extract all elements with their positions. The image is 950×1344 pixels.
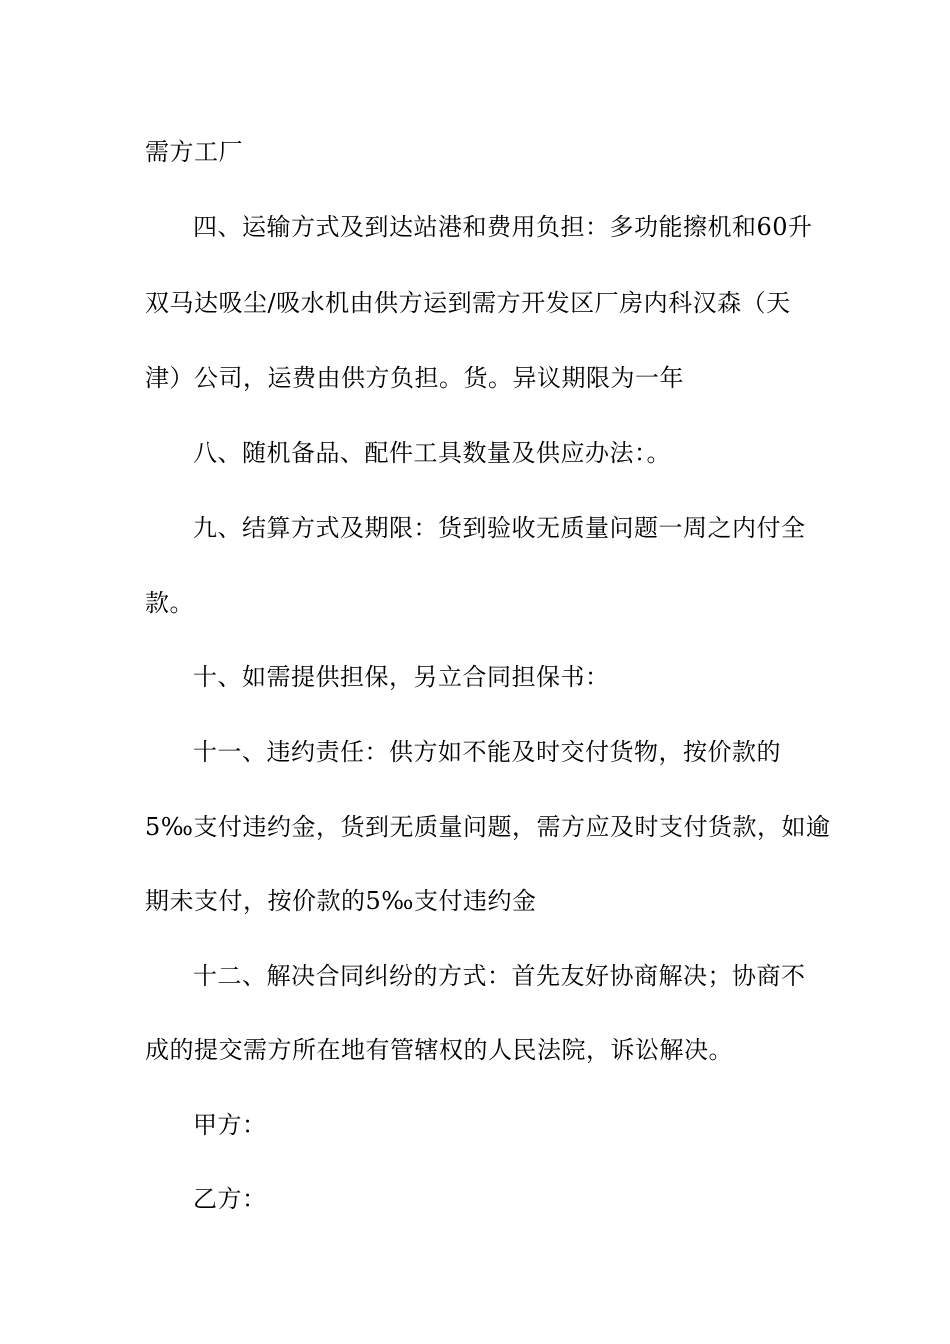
section-four-line-3: 津）公司，运费由供方负担。货。异议期限为一年 (145, 364, 684, 392)
party-b-label: 乙方： (193, 1185, 267, 1213)
section-twelve-line-2: 成的提交需方所在地有管辖权的人民法院，诉讼解决。 (145, 1036, 733, 1064)
section-four-line-1: 四、运输方式及到达站港和费用负担：多功能擦机和60升 (193, 213, 813, 241)
section-eight-line: 八、随机备品、配件工具数量及供应办法：。 (193, 439, 671, 467)
text-line: 需方工厂 (145, 138, 243, 166)
section-ten-line: 十、如需提供担保，另立合同担保书： (193, 663, 610, 691)
section-twelve-line-1: 十二、解决合同纠纷的方式：首先友好协商解决；协商不 (193, 962, 806, 990)
section-four-line-2: 双马达吸尘/吸水机由供方运到需方开发区厂房内科汉森（天 (145, 289, 791, 317)
section-eleven-line-3: 期未支付，按价款的5‰支付违约金 (145, 887, 537, 915)
section-nine-line-2: 款。 (145, 589, 194, 617)
party-a-label: 甲方： (193, 1111, 267, 1139)
section-eleven-line-1: 十一、违约责任：供方如不能及时交付货物，按价款的 (193, 738, 781, 766)
section-eleven-line-2: 5‰支付违约金，货到无质量问题，需方应及时支付货款，如逾 (145, 813, 831, 841)
section-nine-line-1: 九、结算方式及期限：货到验收无质量问题一周之内付全 (193, 514, 806, 542)
